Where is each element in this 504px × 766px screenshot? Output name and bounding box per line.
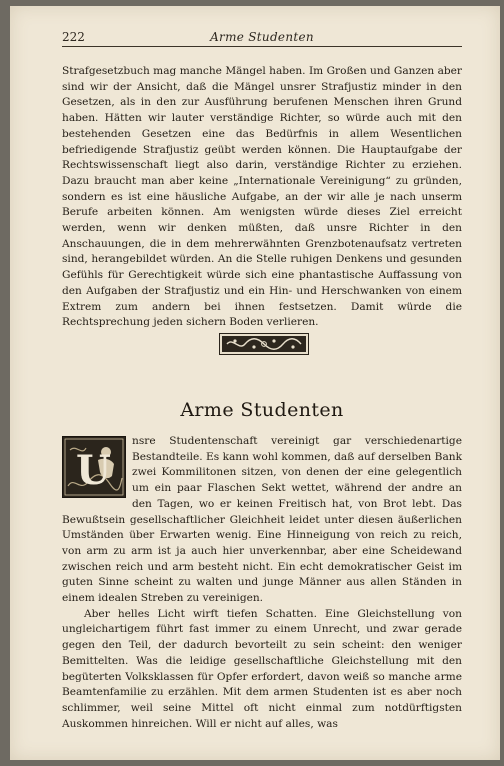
previous-article-paragraph: Strafgesetzbuch mag manche Mängel haben. Im Großen und Ganzen aber sind wir der Ansicht, daß die Mängel unsrer Strafjustiz minder in den Gesetzen, als in den zur Ausführung berufenen Menschen ihren Grund haben. Hätten wir lauter verständige Richter, so würde auch mit den bestehenden Gesetzen eine das Bedürfnis in allem Wesentlichen befriedigende Strafjustiz geübt werden können. Die Hauptaufgabe der Rechtswissenschaft liegt also darin, verständige Richter zu erziehen. Dazu braucht man aber keine „Internationale Vereinigung“ zu gründen, sondern es ist eine häusliche Aufgabe, an der wir alle je nach unserm Berufe arbeiten können. Am wenigsten würde dieses Ziel erreicht werden, wenn wir denken müßten, daß unsre Richter in den Anschauungen, die in dem mehrerwähnten Grenzbotenaufsatz vertreten sind, herangebildet würden. An die Stelle ruhigen Denkens und gesunden Gefühls für Gerechtigkeit würde sich eine phantastische Auffassung von den Aufgaben der Strafjustiz und ein Hin- und Herschwanken von einem Extrem zum andern bei ihnen festsetzen. Damit würde die Rechtsprechung jeden sichern Boden verlieren.: [62, 65, 462, 329]
page-number: 222: [62, 30, 85, 44]
section-body: [62, 434, 462, 732]
ornament-vignette: [219, 333, 309, 355]
drop-cap-letter: U: [76, 447, 111, 494]
section-paragraph-2: Aber helles Licht wirft tiefen Schatten. Eine Gleichstellung von ungleichartigem führt fast immer zu einem Unrecht, und zwar gerade gegen den Teil, der dadurch bevorteilt zu sein scheint: den weniger Bemittelten. Was die leidige gesellschaftliche Gleichstellung mit den begüterten Volksklassen für Opfer erfordert, davon weiß so manche arme Beamtenfamilie zu erzählen. Mit dem armen Studenten ist es aber noch schlimmer, weil seine Mittel oft nicht einmal zum notdürftigsten Auskommen hinreichen. Will er nicht auf alles, was: [62, 607, 462, 730]
illuminated-initial-u: [62, 436, 126, 498]
book-page: [10, 6, 500, 760]
running-title: Arme Studenten: [210, 30, 314, 44]
page-header: [62, 24, 462, 47]
section-paragraph-1: nsre Studentenschaft vereinigt gar verschiedenartige Bestandteile. Es kann wohl kommen, daß auf derselben Bank zwei Kommilitonen sitzen, von denen der eine gelegentlich um ein paar Flaschen Sekt wettet, während der andre an den Tagen, wo er keinen Freitisch hat, von Brot lebt. Das Bewußtsein gesellschaftlicher Gleichheit leidet unter diesen äußerlichen Umständen über Erwarten wenig. Eine Hinneigung von reich zu reich, von arm zu arm ist ja auch hier unverkennbar, aber eine Scheidewand zwischen reich und arm besteht nicht. Ein echt demokratischer Geist im guten Sinne scheint zu walten und junge Männer aus allen Ständen in einem idealen Streben zu vereinigen.: [62, 435, 462, 605]
section-title: Arme Studenten: [180, 399, 344, 421]
